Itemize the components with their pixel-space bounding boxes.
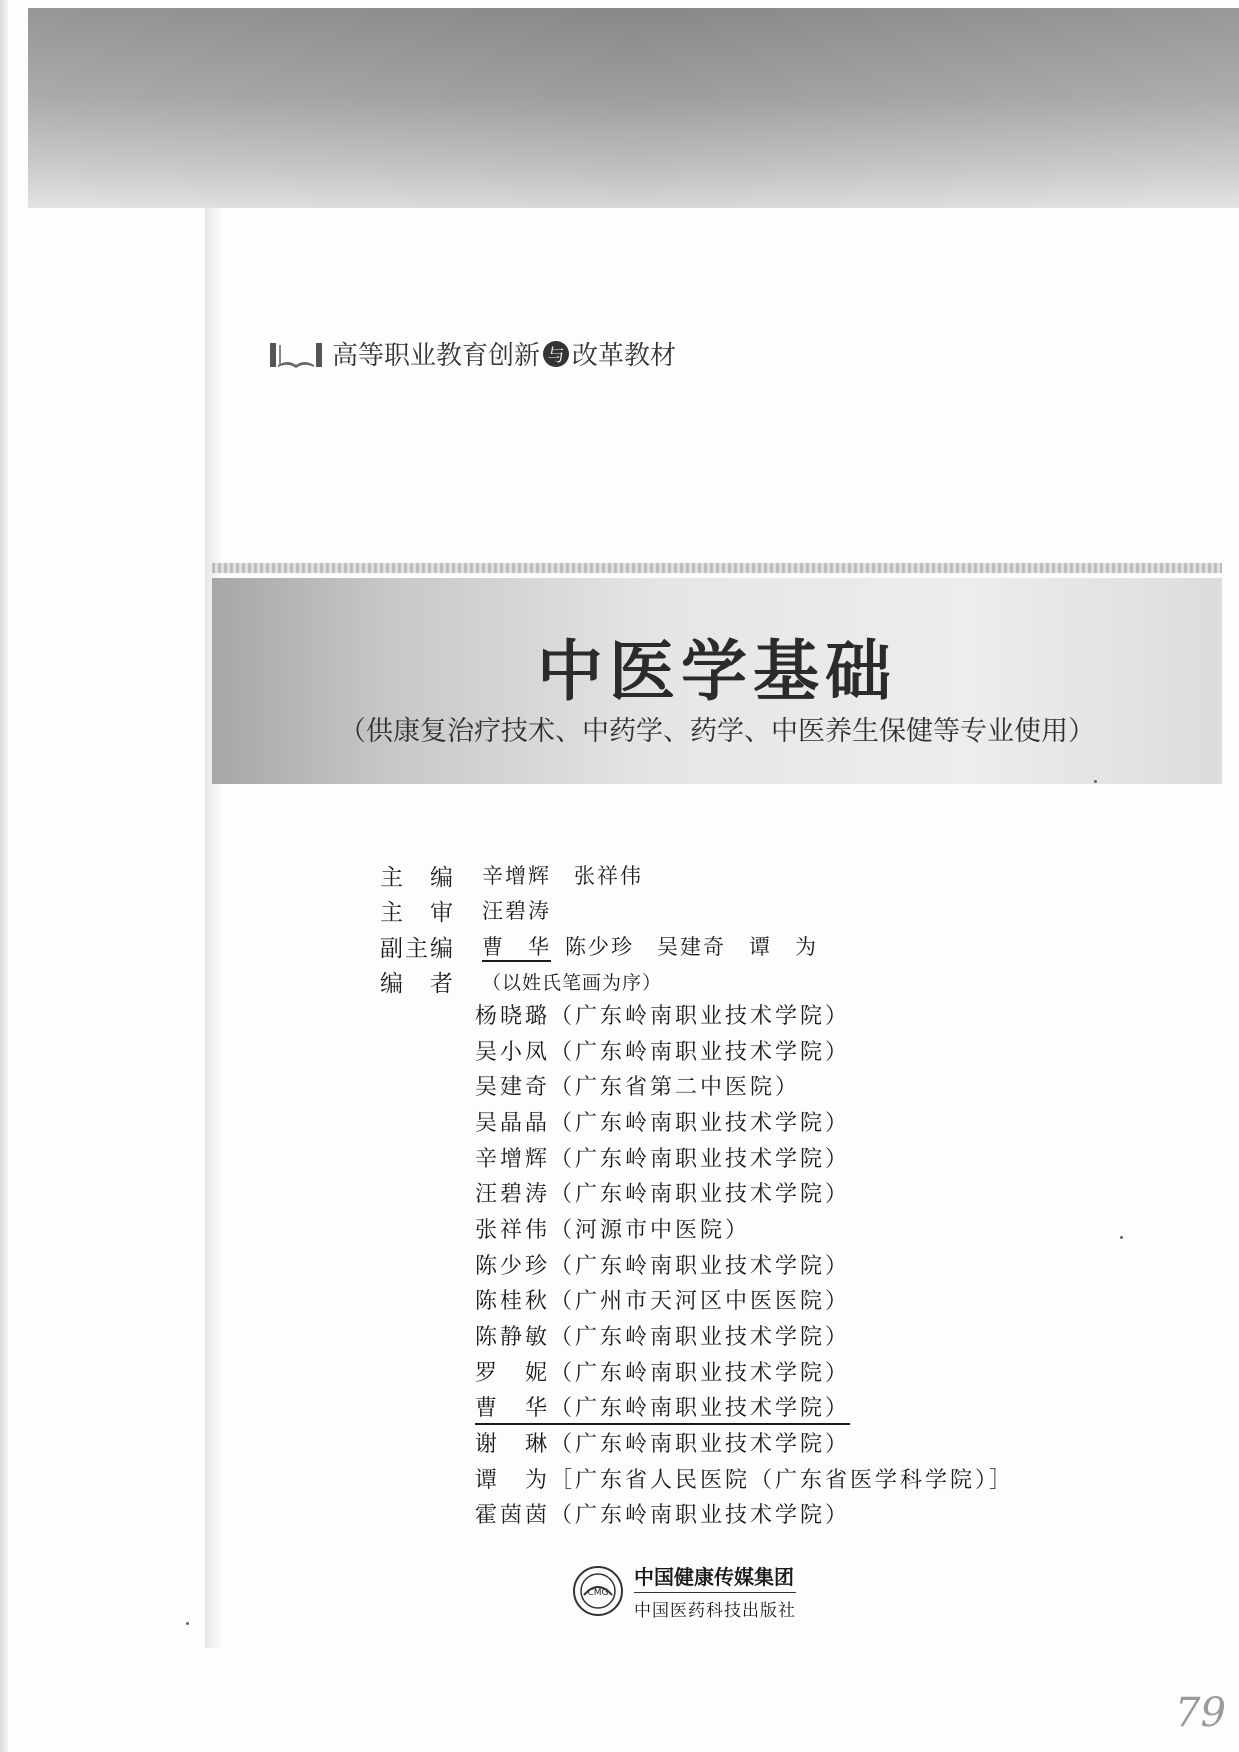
binding-shadow <box>205 208 223 1648</box>
title-band <box>212 578 1222 784</box>
list-item: 谢 琳（广东岭南职业技术学院） <box>475 1432 851 1457</box>
list-item: 汪碧涛（广东岭南职业技术学院） <box>475 1182 851 1207</box>
publisher-text <box>634 1561 796 1621</box>
open-book-icon <box>268 339 324 369</box>
title-rule <box>212 563 1222 573</box>
page-edge <box>0 0 8 1752</box>
series-line <box>268 335 676 372</box>
list-item: 张祥伟（河源市中医院） <box>475 1218 751 1243</box>
scan-speck <box>186 1622 189 1625</box>
list-item: 谭 为［广东省人民医院（广东省医学科学院）］ <box>475 1468 1015 1493</box>
handwritten-page-number: 79 <box>1175 1690 1226 1736</box>
series-text-before: 高等职业教育创新 <box>332 341 541 371</box>
role-label: 编 者 <box>380 970 455 997</box>
scan-speck <box>1094 780 1097 783</box>
list-item: 罗 妮（广东岭南职业技术学院） <box>475 1361 851 1386</box>
list-item: 辛增辉（广东岭南职业技术学院） <box>475 1147 851 1172</box>
publisher-press: 中国医药科技出版社 <box>634 1601 796 1621</box>
scan-speck <box>1120 1236 1123 1239</box>
series-badge: 与 <box>543 341 569 367</box>
publisher-block <box>572 1561 796 1621</box>
list-item: 曹 华（广东岭南职业技术学院） <box>475 1396 851 1421</box>
list-item: 陈桂秋（广州市天河区中医医院） <box>475 1289 851 1314</box>
series-title <box>332 335 676 372</box>
publisher-group: 中国健康传媒集团 <box>634 1561 796 1593</box>
list-item: 杨晓璐（广东岭南职业技术学院） <box>475 1004 851 1029</box>
list-item: 陈少珍（广东岭南职业技术学院） <box>475 1254 851 1279</box>
book-title: 中医学基础 <box>537 633 897 710</box>
chief-reviewer-row <box>380 893 1080 927</box>
list-item: 吴晶晶（广东岭南职业技术学院） <box>475 1111 851 1136</box>
deputy-editor-row <box>380 929 1080 963</box>
contributors-note: （以姓氏笔画为序） <box>482 971 663 994</box>
deputy-editor-first: 曹 华 <box>482 935 551 959</box>
list-item: 吴小凤（广东岭南职业技术学院） <box>475 1040 851 1065</box>
deputy-editor-rest: 陈少珍 吴建奇 谭 为 <box>565 935 818 959</box>
list-item: 陈静敏（广东岭南职业技术学院） <box>475 1325 851 1350</box>
chief-editor-row <box>380 858 1080 892</box>
list-item: 霍茵茵（广东岭南职业技术学院） <box>475 1503 851 1528</box>
series-text-after: 改革教材 <box>572 341 677 371</box>
role-label: 主 编 <box>380 864 455 891</box>
contributors-row <box>380 964 1080 998</box>
publisher-logo <box>572 1565 624 1617</box>
role-label: 副主编 <box>380 935 455 962</box>
logo-text: CMG <box>587 1588 609 1598</box>
role-label: 主 审 <box>380 899 455 926</box>
header-gray-band <box>28 8 1239 208</box>
book-subtitle: （供康复治疗技术、中药学、药学、中医养生保健等专业使用） <box>339 716 1095 747</box>
role-names: 辛增辉 张祥伟 <box>482 864 643 888</box>
role-names: 汪碧涛 <box>482 899 551 923</box>
list-item: 吴建奇（广东省第二中医院） <box>475 1075 801 1100</box>
